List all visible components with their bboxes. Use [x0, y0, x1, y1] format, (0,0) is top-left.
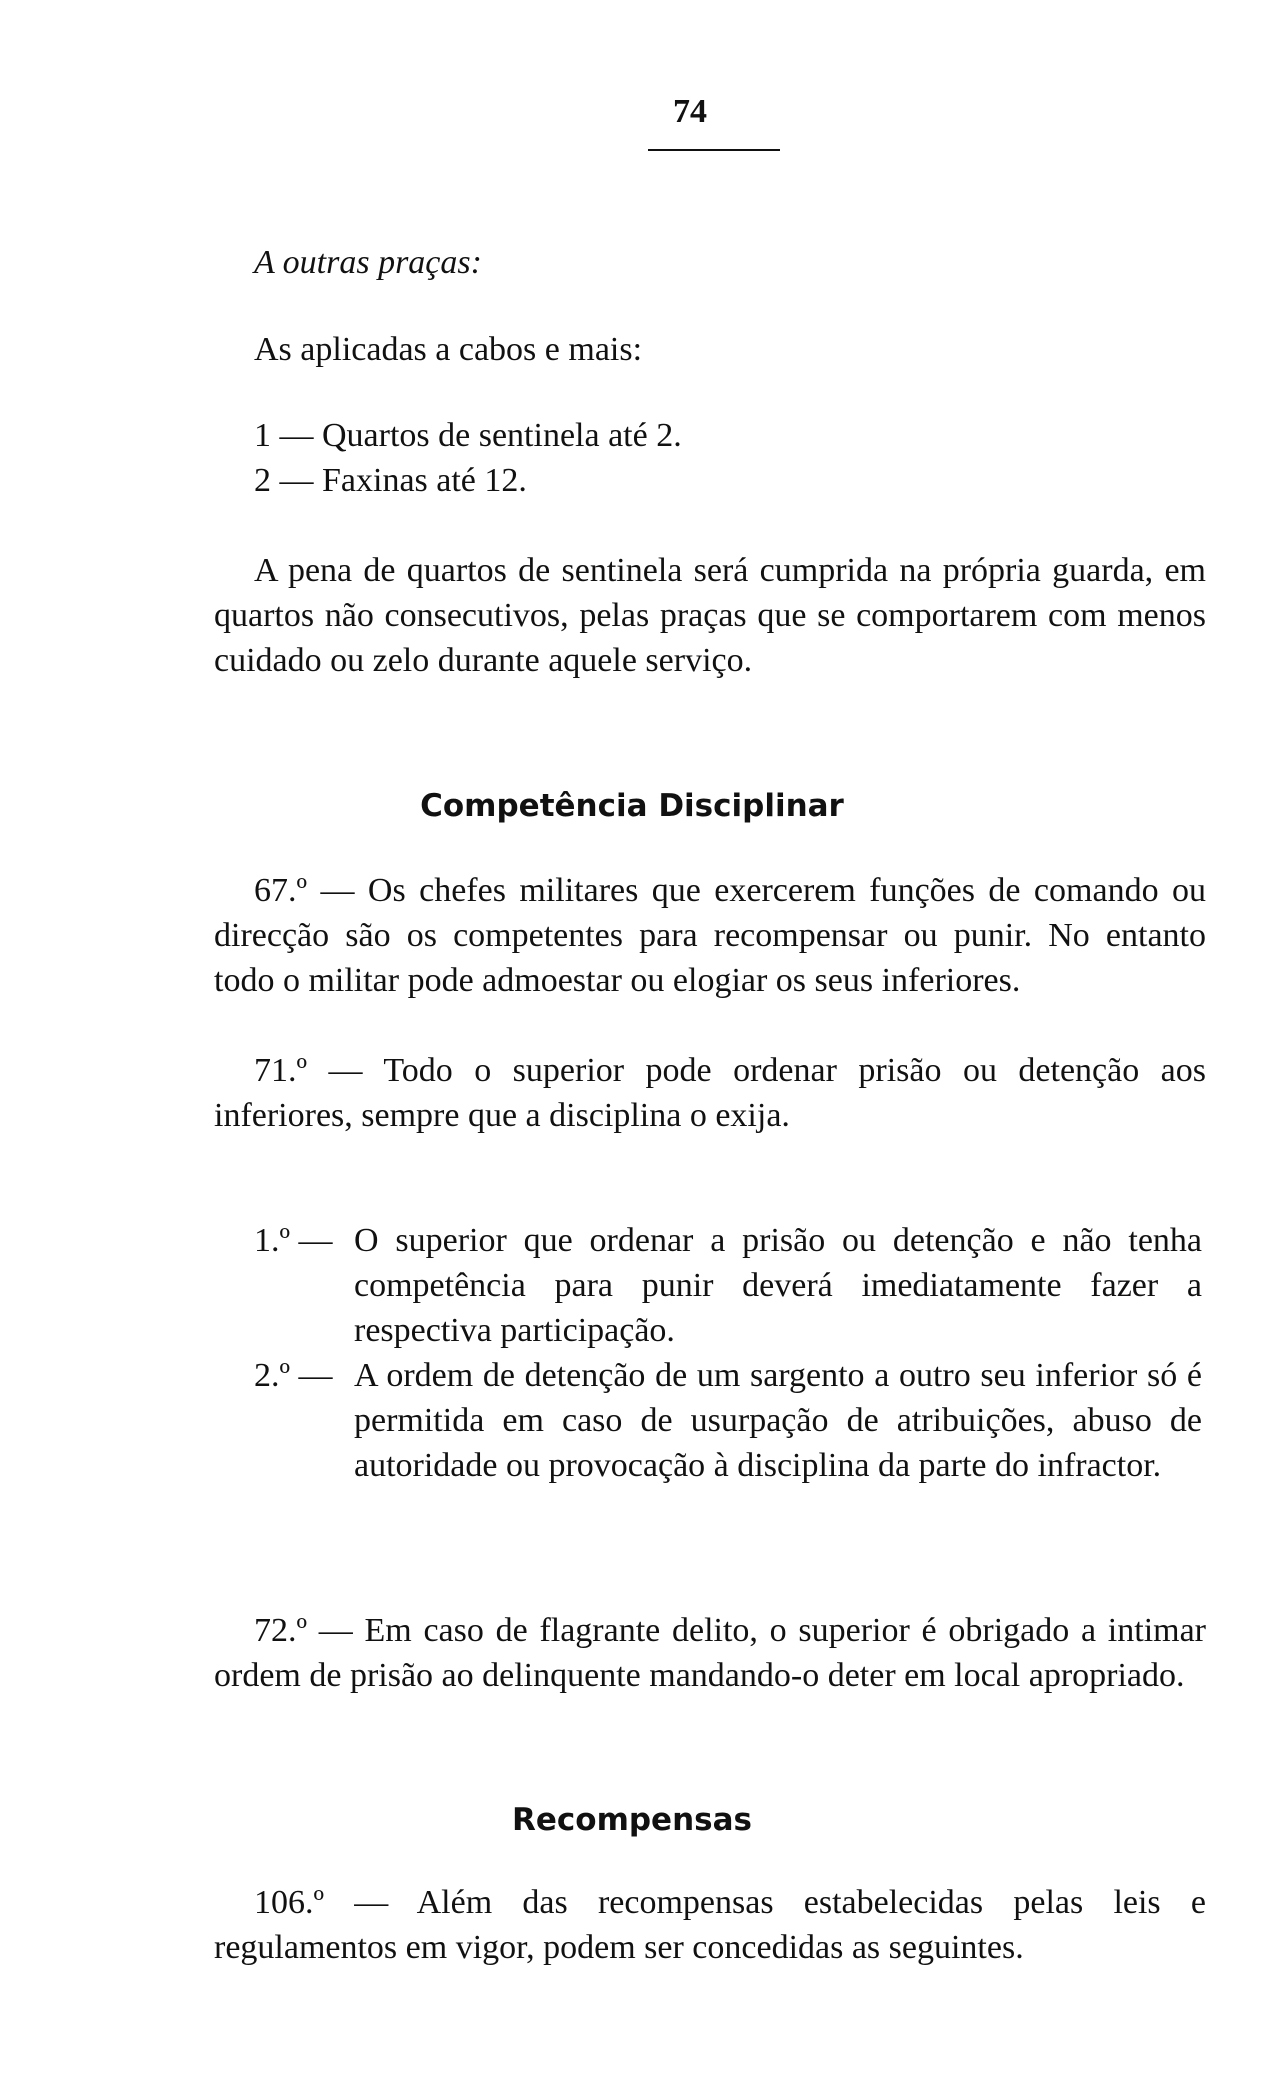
page-number-rule — [648, 149, 780, 151]
sub-item-2-number: 2.º — — [254, 1357, 333, 1394]
sub-item-2-text: A ordem de detenção de um sargento a outro seu inferior só é permitida em caso de usurpação de atribuições, abuso de autoridade ou provocação à disciplina da parte do infractor. — [354, 1357, 1202, 1484]
sub-item-1-number: 1.º — — [254, 1222, 333, 1259]
intro-item-2: 2 — Faxinas até 12. — [254, 462, 527, 499]
sub-item-1-text: O superior que ordenar a prisão ou detenção e não tenha competência para punir deverá imediatamente fazer a respectiva participação. — [354, 1222, 1202, 1349]
sub-item-2 — [254, 1353, 1202, 1578]
intro-lead: As aplicadas a cabos e mais: — [254, 331, 643, 368]
section-title-competencia: Competência Disciplinar — [420, 788, 844, 824]
article-106: 106.º — Além das recompensas estabelecidas pelas leis e regulamentos em vigor, podem ser concedidas as seguintes. — [214, 1884, 1206, 1966]
intro-heading: A outras praças: — [254, 244, 482, 281]
page-number: 74 — [673, 93, 707, 130]
article-72: 72.º — Em caso de flagrante delito, o superior é obrigado a intimar ordem de prisão ao delinquente mandando-o deter em local apropriado. — [214, 1612, 1206, 1694]
article-71: 71.º — Todo o superior pode ordenar prisão ou detenção aos inferiores, sempre que a disciplina o exija. — [214, 1052, 1206, 1134]
article-67: 67.º — Os chefes militares que exercerem funções de comando ou direcção são os competentes para recompensar ou punir. No entanto todo o militar pode admoestar ou elogiar os seus inferiores. — [214, 872, 1206, 999]
sub-item-1 — [254, 1218, 1202, 1353]
intro-paragraph: A pena de quartos de sentinela será cumprida na própria guarda, em quartos não consecutivos, pelas praças que se comportarem com menos cuidado ou zelo durante aquele serviço. — [214, 552, 1206, 679]
intro-item-1: 1 — Quartos de sentinela até 2. — [254, 417, 682, 454]
section-title-recompensas: Recompensas — [512, 1802, 752, 1838]
